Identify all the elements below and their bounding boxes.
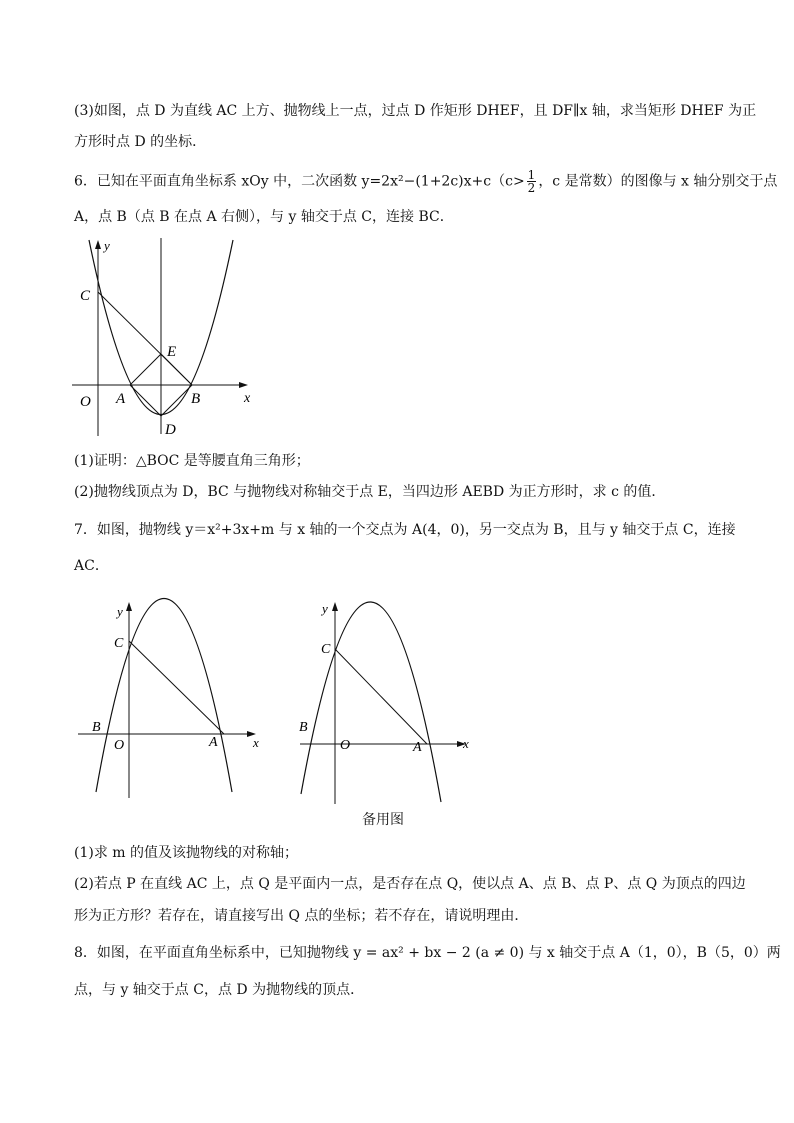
q7-figure-main xyxy=(74,588,274,802)
q7-figure-backup xyxy=(296,596,496,806)
q5-part3-line2: 方形时点 D 的坐标． xyxy=(74,134,207,150)
q7-sub2: (2)若点 P 在直线 AC 上，点 Q 是平面内一点，是否存在点 Q，使以点 A、点 B、点 P、点 Q 为顶点的四边 xyxy=(74,876,746,892)
q6-stem-line1 xyxy=(74,168,778,195)
q7a-label-y: y xyxy=(117,604,123,619)
q6-stem-line2: A，点 B（点 B 在点 A 右侧），与 y 轴交于点 C，连接 BC． xyxy=(74,209,454,225)
q7-stem-line2: AC． xyxy=(74,558,109,574)
q7a-parabola xyxy=(96,599,232,793)
q7a-y-arrow-icon xyxy=(126,602,132,611)
q6-sub1: (1)证明：△BOC 是等腰直角三角形； xyxy=(74,453,310,469)
q6-label-b: B xyxy=(191,391,201,407)
q8-stem-line2: 点，与 y 轴交于点 C，点 D 为抛物线的顶点． xyxy=(74,982,365,998)
q7-figure-caption: 备用图 xyxy=(362,812,404,828)
q7a-label-a: A xyxy=(209,735,218,750)
q6-figure xyxy=(66,234,266,440)
q6-sub2: (2)抛物线顶点为 D，BC 与抛物线对称轴交于点 E，当四边形 AEBD 为正方形时，求 c 的值． xyxy=(74,484,666,500)
q8-stem-line1: 8．如图，在平面直角坐标系中，已知抛物线 y = ax² + bx − 2 (a ≠ 0) 与 x 轴交于点 A（1，0），B（5，0）两 xyxy=(74,945,781,961)
q6-frac-num: 1 xyxy=(527,168,536,182)
q6-label-e: E xyxy=(167,344,177,360)
q6-label-o: O xyxy=(80,394,91,410)
q7b-label-b: B xyxy=(299,720,308,735)
q7b-line-ac xyxy=(335,649,427,744)
q6-y-arrow-icon xyxy=(95,240,101,249)
q5-part3-line1: (3)如图，点 D 为直线 AC 上方、抛物线上一点，过点 D 作矩形 DHEF，且 DF∥x 轴，求当矩形 DHEF 为正 xyxy=(74,103,757,119)
q6-label-c: C xyxy=(80,288,91,304)
q7-sub1: (1)求 m 的值及该抛物线的对称轴； xyxy=(74,845,299,861)
q6-stem-text-a: 6．已知在平面直角坐标系 xOy 中，二次函数 y=2x²−(1+2c)x+c（c> xyxy=(74,173,525,190)
q7a-label-o: O xyxy=(114,738,125,753)
q7b-label-y: y xyxy=(322,601,328,616)
q6-x-arrow-icon xyxy=(239,382,248,388)
q6-label-a: A xyxy=(116,391,126,407)
q6-label-y: y xyxy=(104,238,110,253)
q6-fraction xyxy=(527,169,537,194)
q7b-label-o: O xyxy=(340,738,351,753)
q7a-label-x: x xyxy=(253,735,259,750)
q7b-label-a: A xyxy=(413,740,422,755)
q7a-label-b: B xyxy=(92,720,101,735)
q7-stem-line1: 7．如图，抛物线 y＝x²+3x+m 与 x 轴的一个交点为 A(4，0)，另一交点为 B，且与 y 轴交于点 C，连接 xyxy=(74,522,736,538)
q7b-label-c: C xyxy=(321,642,331,657)
q6-label-d: D xyxy=(165,422,176,438)
q7-sub3: 形为正方形？若存在，请直接写出 Q 点的坐标；若不存在，请说明理由． xyxy=(74,908,529,924)
q7b-parabola xyxy=(301,602,441,802)
q7a-label-c: C xyxy=(114,636,124,651)
q6-frac-den: 2 xyxy=(527,181,536,195)
q6-stem-text-b: ，c 是常数）的图像与 x 轴分别交于点 xyxy=(538,173,778,190)
q7b-y-arrow-icon xyxy=(332,602,338,611)
q7b-label-x: x xyxy=(463,736,469,751)
q6-label-x: x xyxy=(244,391,251,406)
